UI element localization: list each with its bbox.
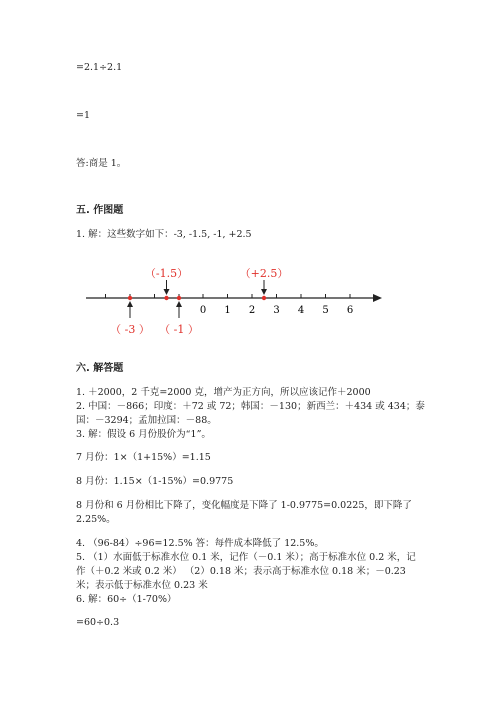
august-calc: 8 月份：1.15×（1-15%）=0.9775 xyxy=(76,476,234,487)
section-6-q6-eq: =60÷0.3 xyxy=(76,617,120,628)
section-6-q5-line1: 5. （1）水面低于标准水位 0.1 米，记作（－0.1 米）；高于标准水位 0.2 米，记 xyxy=(76,552,416,563)
section-6-q2-line1: 2. 中国：－866；印度：＋72 或 72；韩国：－130；新西兰：＋434 或 434；泰 xyxy=(76,401,425,412)
section-6-q4: 4. （96-84）÷96=12.5% 答：每件成本降低了 12.5%。 xyxy=(76,538,324,549)
label-neg1: （ -1 ） xyxy=(159,323,199,336)
arrowhead-pos2-5 xyxy=(261,289,267,295)
label-pos2-5: （+2.5） xyxy=(239,267,289,280)
section-5-heading: 五. 作图题 xyxy=(76,205,124,216)
section-6-q3: 3. 解：假设 6 月份股价为“1”。 xyxy=(76,429,211,440)
label-neg1-5: （-1.5） xyxy=(144,267,189,280)
section-6-q5-line2: 作（＋0.2 米或 0.2 米） （2）0.18 米；表示高于标准水位 0.18 米；－0.23 xyxy=(76,566,406,577)
equation-line-1: =2.1÷2.1 xyxy=(76,62,123,73)
answer-line: 答:商是 1。 xyxy=(76,158,127,169)
tick-label-1: 1 xyxy=(224,305,231,316)
section-6-q6: 6. 解：60÷（1-70%） xyxy=(76,594,177,605)
section-6-q5-line3: 米；表示低于标准水位 0.23 米 xyxy=(76,580,208,591)
section-6-heading: 六. 解答题 xyxy=(76,363,124,374)
arrowhead-neg3 xyxy=(127,301,133,307)
equation-line-2: =1 xyxy=(76,110,91,121)
tick-label-2: 2 xyxy=(248,305,256,316)
tick-label-5: 5 xyxy=(322,305,329,316)
arrowhead-neg1-5 xyxy=(164,289,170,295)
section-5-q1: 1. 解：这些数字如下：-3, -1.5, -1, +2.5 xyxy=(76,229,252,240)
label-neg3: （ -3 ） xyxy=(110,323,150,336)
section-6-q1: 1. ＋2000，2 千克=2000 克，增产为正方向，所以应该记作＋2000 xyxy=(76,387,371,398)
compare-line-1: 8 月份和 6 月份相比下降了，变化幅度是下降了 1-0.9775=0.0225，即下降了 xyxy=(76,500,412,511)
tick-label-3: 3 xyxy=(273,305,280,316)
arrowhead-neg1 xyxy=(176,301,182,307)
point-neg1 xyxy=(177,296,181,300)
july-calc: 7 月份：1×（1+15%）=1.15 xyxy=(76,452,211,463)
axis-arrow xyxy=(373,294,382,302)
point-neg1-5 xyxy=(164,296,168,300)
compare-line-2: 2.25%。 xyxy=(76,514,116,525)
tick-label-0: 0 xyxy=(199,305,207,316)
tick-label-6: 6 xyxy=(346,305,354,316)
point-pos2-5 xyxy=(262,296,266,300)
tick-label-4: 4 xyxy=(297,305,305,316)
section-6-q2-line2: 国：－3294；孟加拉国：－88。 xyxy=(76,415,217,426)
point-neg3 xyxy=(128,296,132,300)
